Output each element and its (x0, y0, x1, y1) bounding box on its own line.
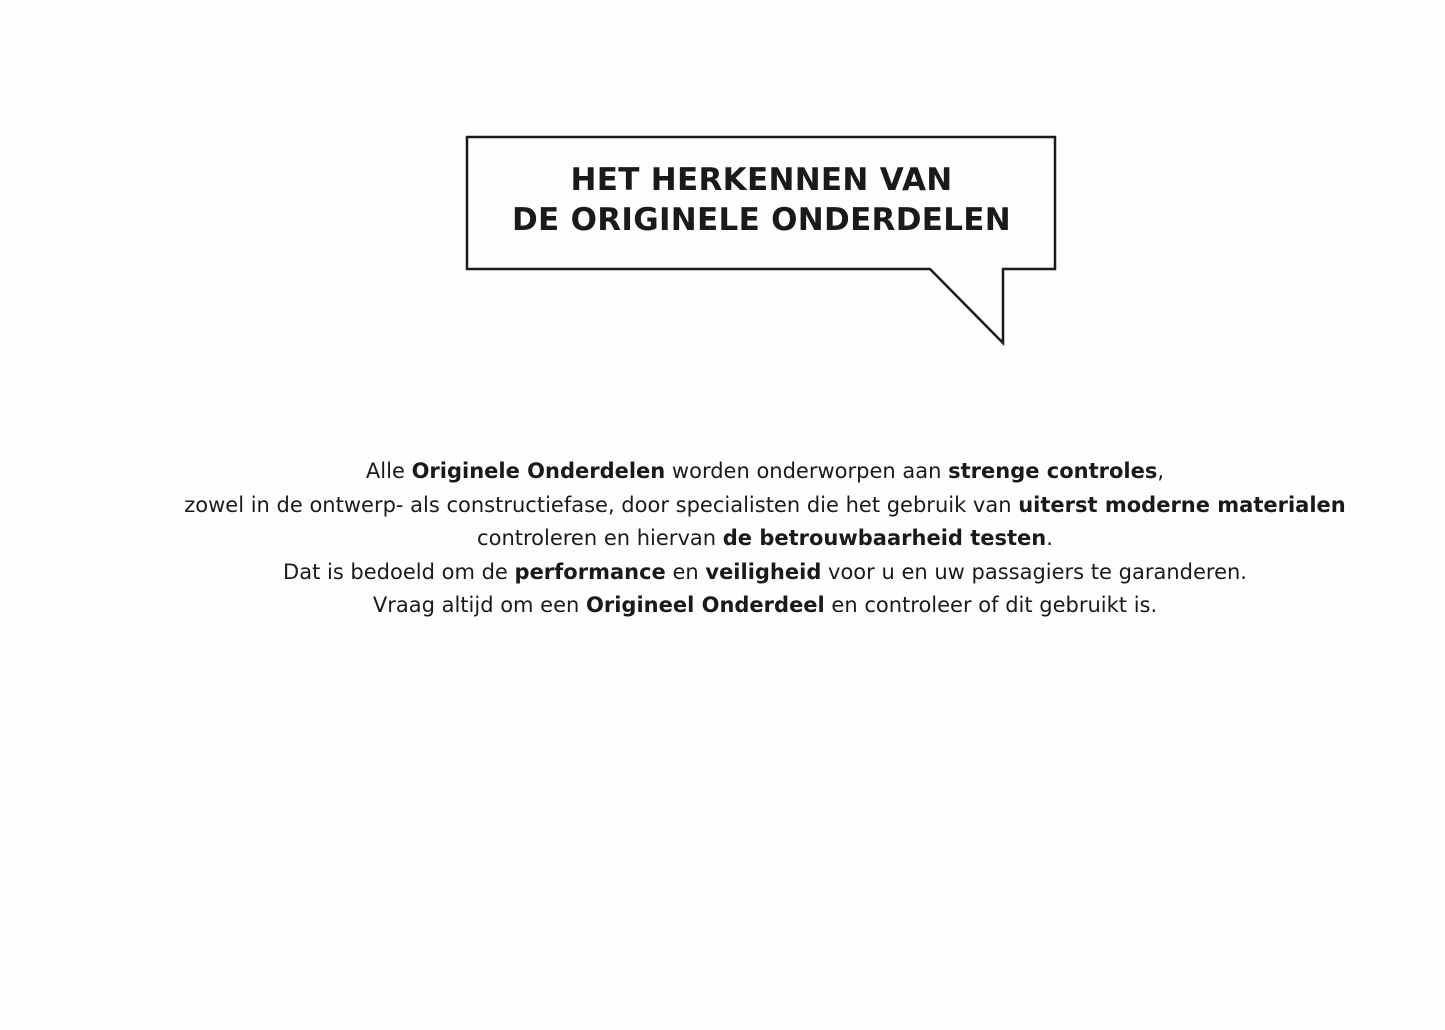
text-segment: Vraag altijd om een (372, 593, 587, 617)
paragraph-line-2 (160, 489, 1370, 523)
emphasis-moderne-materialen: uiterst moderne materialen (1018, 492, 1346, 517)
title-line-1: HET HERKENNEN VAN (570, 162, 953, 198)
emphasis-performance: performance (514, 559, 666, 584)
text-segment: worden onderworpen aan (665, 459, 949, 483)
intro-paragraph (160, 455, 1370, 623)
paragraph-line-4 (160, 556, 1370, 590)
paragraph-line-1 (160, 455, 1370, 489)
emphasis-originele-onderdelen: Originele Onderdelen (411, 459, 666, 483)
text-segment: en (665, 559, 706, 584)
speech-bubble (0, 0, 1445, 400)
emphasis-veiligheid: veiligheid (705, 559, 822, 584)
paragraph-line-5 (160, 589, 1370, 623)
emphasis-strenge-controles: strenge controles (948, 459, 1158, 483)
emphasis-betrouwbaarheid: de betrouwbaarheid testen (722, 526, 1047, 550)
text-segment: controleren en hiervan (477, 526, 723, 550)
emphasis-origineel-onderdeel: Origineel Onderdeel (586, 593, 825, 617)
text-segment: voor u en uw passagiers te garanderen. (821, 559, 1247, 584)
text-segment: en controleer of dit gebruikt is. (824, 593, 1158, 617)
title-line-2: DE ORIGINELE ONDERDELEN (511, 202, 1012, 238)
paragraph-line-3 (160, 522, 1370, 556)
text-segment: , (1157, 459, 1165, 483)
text-segment: . (1046, 526, 1053, 550)
text-segment: Alle (365, 459, 412, 483)
text-segment: Dat is bedoeld om de (283, 559, 515, 584)
text-segment: zowel in de ontwerp- als constructiefase, door specialisten die het gebruik van (184, 492, 1019, 517)
page-title (468, 160, 1055, 240)
